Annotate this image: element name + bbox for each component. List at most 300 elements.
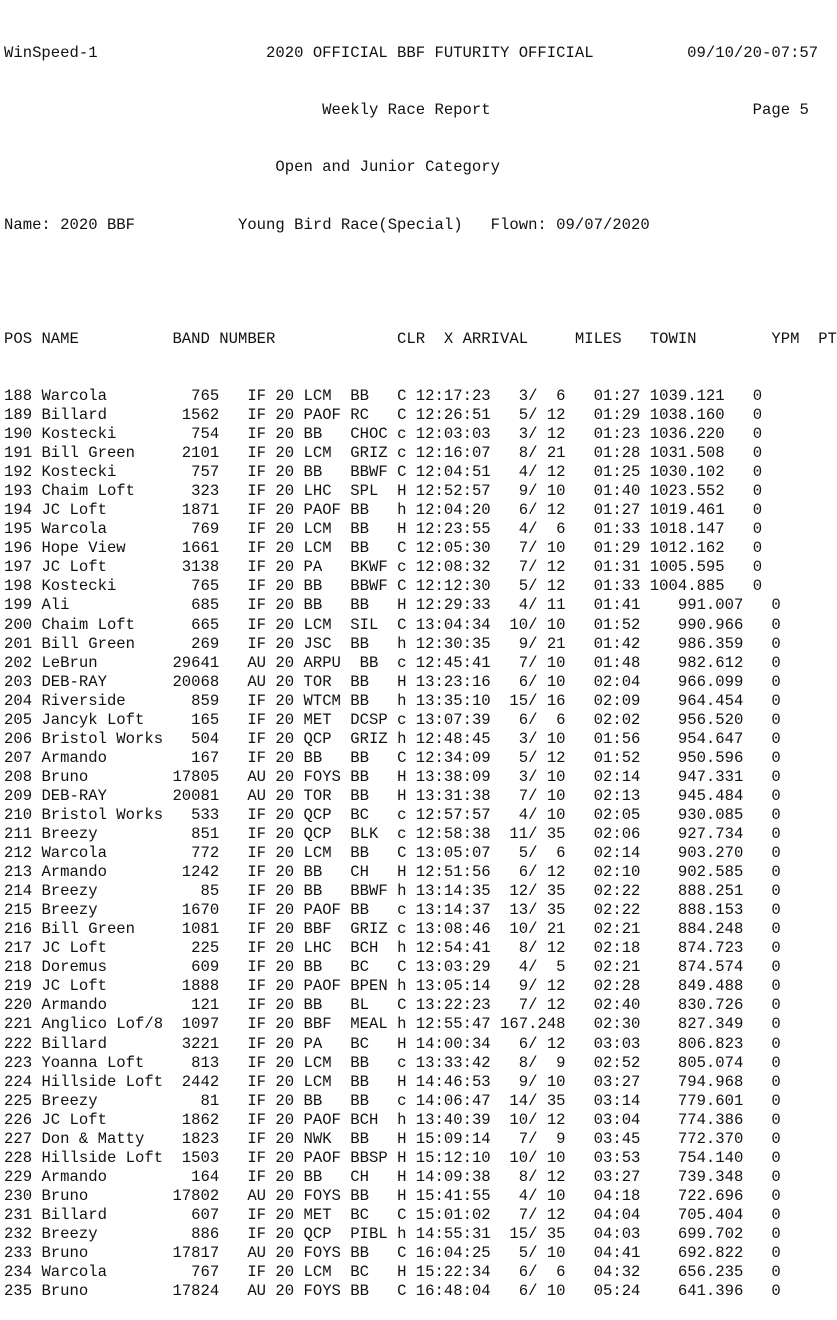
cell-band: 757 [163,463,220,482]
cell-arrival: 12:12:30 [406,577,491,596]
cell-pos: 200 [4,615,42,634]
cell-pos: 209 [4,786,42,805]
cell-pos: 229 [4,1167,42,1186]
cell-pt: 0 [724,386,763,405]
cell-ypm: 692.822 [640,1244,744,1263]
cell-ypm: 930.085 [640,805,744,824]
cell-band: 1081 [163,920,220,939]
cell-band: 765 [163,386,220,405]
cell-ypm: 954.647 [640,729,744,748]
col-miles: MILES [546,329,622,348]
cell-club: PA [294,558,351,577]
cell-year: 20 [266,691,295,710]
cell-ypm: 1004.885 [640,577,725,596]
cell-name: Billard [41,1205,164,1224]
column-header-row [4,330,837,349]
cell-club: PA [294,1034,351,1053]
cell-arrival: 15:12:10 [406,1148,491,1167]
cell-name: Armando [41,996,164,1015]
cell-ypm: 927.734 [640,825,744,844]
cell-name: Breezy [41,825,164,844]
col-clr: CLR [397,329,444,348]
cell-org: IF [219,1205,267,1224]
cell-miles: 4/ 12 [490,463,566,482]
cell-club: TOR [294,672,351,691]
cell-pt: 0 [724,444,763,463]
cell-pt: 0 [743,805,781,824]
cell-x: H [397,1129,407,1148]
cell-club: QCP [294,729,351,748]
col-ypm: YPM [696,329,800,348]
table-row [4,711,837,730]
col-x: X [443,329,463,348]
cell-x: H [397,672,407,691]
cell-club: PAOF [294,405,351,424]
col-pos: POS [4,329,42,348]
cell-band: 1562 [163,405,220,424]
cell-pt: 0 [743,1263,781,1282]
cell-year: 20 [266,520,295,539]
cell-ypm: 903.270 [640,844,744,863]
cell-arrival: 12:16:07 [406,444,491,463]
cell-ypm: 827.349 [640,1015,744,1034]
cell-org: IF [219,710,267,729]
name-value: 2020 BBF [60,215,136,234]
cell-x: H [397,520,407,539]
cell-year: 20 [266,1091,295,1110]
cell-clr: BLK [350,825,398,844]
cell-x: h [397,501,407,520]
cell-band: 323 [163,482,220,501]
cell-band: 1862 [163,1110,220,1129]
cell-miles: 6/ 6 [490,710,566,729]
cell-pt: 0 [743,1110,781,1129]
cell-band: 17824 [163,1282,220,1301]
cell-towin: 05:24 [565,1282,641,1301]
cell-name: Kostecki [41,577,164,596]
cell-org: IF [219,1034,267,1053]
cell-arrival: 12:04:20 [406,501,491,520]
cell-clr: BKWF [350,558,398,577]
cell-year: 20 [266,1263,295,1282]
cell-miles: 7/ 12 [490,558,566,577]
cell-clr: BB [350,1282,398,1301]
col-pt: PT [799,329,837,348]
table-row [4,1092,837,1111]
cell-club: LHC [294,939,351,958]
cell-ypm: 830.726 [640,996,744,1015]
cell-name: Breezy [41,901,164,920]
cell-pos: 215 [4,901,42,920]
col-towin: TOWIN [621,329,697,348]
cell-arrival: 12:04:51 [406,463,491,482]
cell-pt: 0 [743,1244,781,1263]
cell-ypm: 990.966 [640,615,744,634]
table-row [4,1111,837,1130]
cell-year: 20 [266,653,295,672]
cell-x: C [397,539,407,558]
cell-org: IF [219,386,267,405]
table-row [4,977,837,996]
cell-org: AU [219,1244,267,1263]
cell-x: c [397,558,407,577]
cell-name: Bristol Works [41,729,164,748]
cell-clr: PIBL [350,1225,398,1243]
cell-clr: BCH [350,1110,398,1129]
cell-towin: 04:04 [565,1205,641,1224]
cell-arrival: 12:48:45 [406,729,491,748]
cell-club: QCP [294,805,351,824]
cell-ypm: 739.348 [640,1167,744,1186]
cell-name: Bill Green [41,634,164,653]
cell-x: C [397,386,407,405]
cell-pos: 207 [4,748,42,767]
cell-clr: DCSP [350,710,398,729]
cell-x: h [397,691,407,710]
cell-arrival: 16:04:25 [406,1244,491,1263]
cell-org: IF [219,1263,267,1282]
cell-org: IF [219,1148,267,1167]
cell-org: IF [219,1053,267,1072]
table-row [4,425,837,444]
table-row [4,768,837,787]
table-row [4,635,837,654]
cell-pos: 194 [4,501,42,520]
cell-x: H [397,1148,407,1167]
table-row [4,596,837,615]
cell-club: NWK [294,1129,351,1148]
cell-x: c [397,653,407,672]
cell-ypm: 1019.461 [640,501,725,520]
cell-ypm: 991.007 [640,596,744,615]
results-table [4,387,837,1301]
cell-x: C [397,996,407,1015]
cell-org: IF [219,1110,267,1129]
cell-arrival: 15:41:55 [406,1186,491,1205]
cell-org: IF [219,825,267,844]
cell-pos: 203 [4,672,42,691]
cell-band: 3221 [163,1034,220,1053]
cell-ypm: 986.359 [640,634,744,653]
program-name: WinSpeed-1 [4,44,98,63]
cell-pt: 0 [724,577,763,596]
cell-org: IF [219,1129,267,1148]
cell-name: Hillside Loft [41,1148,164,1167]
report-subtitle: Weekly Race Report [322,101,491,120]
cell-x: c [397,920,407,939]
cell-band: 269 [163,634,220,653]
cell-club: TOR [294,786,351,805]
cell-towin: 01:41 [565,596,641,615]
cell-org: IF [219,844,267,863]
cell-clr: BBWF [350,463,398,482]
cell-pt: 0 [743,1072,781,1091]
cell-pos: 197 [4,558,42,577]
cell-miles: 3/ 6 [490,386,566,405]
cell-name: Bill Green [41,444,164,463]
table-row [4,806,837,825]
cell-pos: 190 [4,425,42,444]
cell-org: IF [219,425,267,444]
cell-towin: 01:25 [565,463,641,482]
cell-arrival: 12:45:41 [406,653,491,672]
table-row [4,863,837,882]
table-row [4,901,837,920]
cell-band: 609 [163,958,220,977]
cell-name: JC Loft [41,558,164,577]
cell-year: 20 [266,805,295,824]
name-label: Name: [4,215,51,234]
cell-year: 20 [266,958,295,977]
cell-ypm: 849.488 [640,977,744,996]
table-row [4,1073,837,1092]
cell-org: IF [219,882,267,901]
cell-clr: BBSP [350,1148,398,1167]
cell-year: 20 [266,1034,295,1053]
cell-clr: BB [350,786,398,805]
cell-towin: 03:03 [565,1034,641,1053]
table-row [4,1282,837,1301]
cell-year: 20 [266,539,295,558]
cell-miles: 5/ 10 [490,1244,566,1263]
cell-year: 20 [266,444,295,463]
cell-x: C [397,463,407,482]
cell-towin: 04:03 [565,1225,641,1243]
cell-clr: BB [350,386,398,405]
cell-pt: 0 [743,977,781,996]
cell-pt: 0 [743,844,781,863]
cell-clr: BC [350,1205,398,1224]
cell-club: PAOF [294,901,351,920]
cell-ypm: 806.823 [640,1034,744,1053]
flown-label: Flown: [490,215,547,234]
cell-year: 20 [266,482,295,501]
cell-band: 1242 [163,863,220,882]
cell-towin: 01:23 [565,425,641,444]
cell-year: 20 [266,1129,295,1148]
cell-pt: 0 [724,482,763,501]
cell-clr: GRIZ [350,920,398,939]
cell-org: IF [219,634,267,653]
cell-clr: CH [350,1167,398,1186]
cell-arrival: 12:05:30 [406,539,491,558]
cell-club: BB [294,596,351,615]
cell-band: 29641 [163,653,220,672]
cell-miles: 10/ 21 [490,920,566,939]
cell-club: BB [294,463,351,482]
table-row [4,1225,837,1244]
cell-year: 20 [266,996,295,1015]
cell-ypm: 699.702 [640,1225,744,1243]
cell-clr: BB [350,539,398,558]
table-row [4,673,837,692]
table-row [4,539,837,558]
cell-towin: 01:56 [565,729,641,748]
cell-pos: 193 [4,482,42,501]
cell-club: LCM [294,444,351,463]
cell-band: 886 [163,1225,220,1243]
cell-club: LCM [294,1072,351,1091]
cell-miles: 3/ 12 [490,425,566,444]
cell-towin: 01:48 [565,653,641,672]
cell-miles: 8/ 9 [490,1053,566,1072]
race-report [4,6,837,1320]
cell-towin: 02:05 [565,805,641,824]
flown-date: 09/07/2020 [556,215,650,234]
cell-clr: BCH [350,939,398,958]
cell-band: 17805 [163,767,220,786]
cell-name: Jancyk Loft [41,710,164,729]
cell-miles: 3/ 10 [490,767,566,786]
cell-band: 3138 [163,558,220,577]
col-name: NAME [41,329,173,348]
cell-ypm: 779.601 [640,1091,744,1110]
cell-clr: CH [350,863,398,882]
cell-ypm: 656.235 [640,1263,744,1282]
cell-club: LCM [294,615,351,634]
cell-miles: 13/ 35 [490,901,566,920]
cell-miles: 7/ 10 [490,539,566,558]
table-row [4,1130,837,1149]
cell-x: C [397,405,407,424]
cell-pt: 0 [743,825,781,844]
cell-org: AU [219,1186,267,1205]
cell-year: 20 [266,786,295,805]
cell-pos: 199 [4,596,42,615]
cell-pt: 0 [743,1225,781,1243]
cell-arrival: 13:38:09 [406,767,491,786]
cell-band: 533 [163,805,220,824]
cell-clr: BB [350,501,398,520]
cell-x: h [397,977,407,996]
cell-x: H [397,1034,407,1053]
cell-pos: 234 [4,1263,42,1282]
cell-x: h [397,729,407,748]
table-row [4,730,837,749]
cell-pos: 201 [4,634,42,653]
cell-club: BB [294,748,351,767]
cell-x: C [397,958,407,977]
cell-org: IF [219,958,267,977]
cell-pos: 233 [4,1244,42,1263]
cell-ypm: 982.612 [640,653,744,672]
cell-pt: 0 [743,748,781,767]
cell-clr: GRIZ [350,444,398,463]
cell-clr: MEAL [350,1015,398,1034]
cell-clr: BB [350,691,398,710]
race-name: Young Bird Race(Special) [237,215,463,234]
cell-name: Bristol Works [41,805,164,824]
cell-year: 20 [266,939,295,958]
cell-pt: 0 [743,882,781,901]
cell-pos: 227 [4,1129,42,1148]
table-row [4,482,837,501]
cell-club: LCM [294,1263,351,1282]
cell-club: BB [294,425,351,444]
cell-clr: CHOC [350,425,398,444]
cell-org: IF [219,1091,267,1110]
cell-year: 20 [266,901,295,920]
cell-pt: 0 [743,1034,781,1053]
cell-arrival: 14:55:31 [406,1225,491,1243]
cell-name: DEB-RAY [41,672,164,691]
cell-towin: 02:28 [565,977,641,996]
cell-name: Bruno [41,1186,164,1205]
cell-arrival: 12:08:32 [406,558,491,577]
cell-band: 813 [163,1053,220,1072]
cell-miles: 7/ 12 [490,996,566,1015]
cell-arrival: 12:23:55 [406,520,491,539]
cell-pt: 0 [743,767,781,786]
cell-ypm: 1012.162 [640,539,725,558]
cell-band: 1097 [163,1015,220,1034]
cell-band: 607 [163,1205,220,1224]
cell-towin: 02:21 [565,920,641,939]
cell-pos: 204 [4,691,42,710]
cell-x: h [397,882,407,901]
cell-band: 765 [163,577,220,596]
cell-arrival: 12:52:57 [406,482,491,501]
cell-club: BB [294,996,351,1015]
cell-name: Billard [41,1034,164,1053]
cell-pt: 0 [724,558,763,577]
cell-year: 20 [266,1015,295,1034]
cell-arrival: 12:57:57 [406,805,491,824]
cell-name: JC Loft [41,977,164,996]
cell-x: c [397,444,407,463]
cell-arrival: 13:22:23 [406,996,491,1015]
cell-band: 1871 [163,501,220,520]
cell-ypm: 722.696 [640,1186,744,1205]
cell-org: IF [219,996,267,1015]
cell-clr: BL [350,996,398,1015]
cell-arrival: 13:07:39 [406,710,491,729]
cell-org: IF [219,482,267,501]
cell-clr: BC [350,958,398,977]
table-row [4,1035,837,1054]
cell-club: MET [294,710,351,729]
cell-name: Anglico Lof/8 [41,1015,164,1034]
table-row [4,577,837,596]
cell-x: H [397,1186,407,1205]
cell-band: 167 [163,748,220,767]
cell-org: IF [219,691,267,710]
cell-towin: 01:42 [565,634,641,653]
cell-clr: BBWF [350,882,398,901]
cell-year: 20 [266,1225,295,1243]
cell-miles: 7/ 12 [490,1205,566,1224]
cell-pt: 0 [743,1053,781,1072]
cell-arrival: 16:48:04 [406,1282,491,1301]
cell-org: IF [219,729,267,748]
cell-year: 20 [266,558,295,577]
cell-name: Kostecki [41,425,164,444]
cell-clr: BC [350,1034,398,1053]
cell-name: Armando [41,1167,164,1186]
cell-towin: 02:52 [565,1053,641,1072]
cell-club: LCM [294,1053,351,1072]
cell-ypm: 902.585 [640,863,744,882]
table-row [4,1149,837,1168]
cell-towin: 01:52 [565,748,641,767]
cell-pt: 0 [743,1091,781,1110]
cell-ypm: 754.140 [640,1148,744,1167]
cell-towin: 01:31 [565,558,641,577]
cell-clr: BB [350,844,398,863]
cell-x: c [397,425,407,444]
cell-miles: 9/ 10 [490,1072,566,1091]
cell-year: 20 [266,710,295,729]
